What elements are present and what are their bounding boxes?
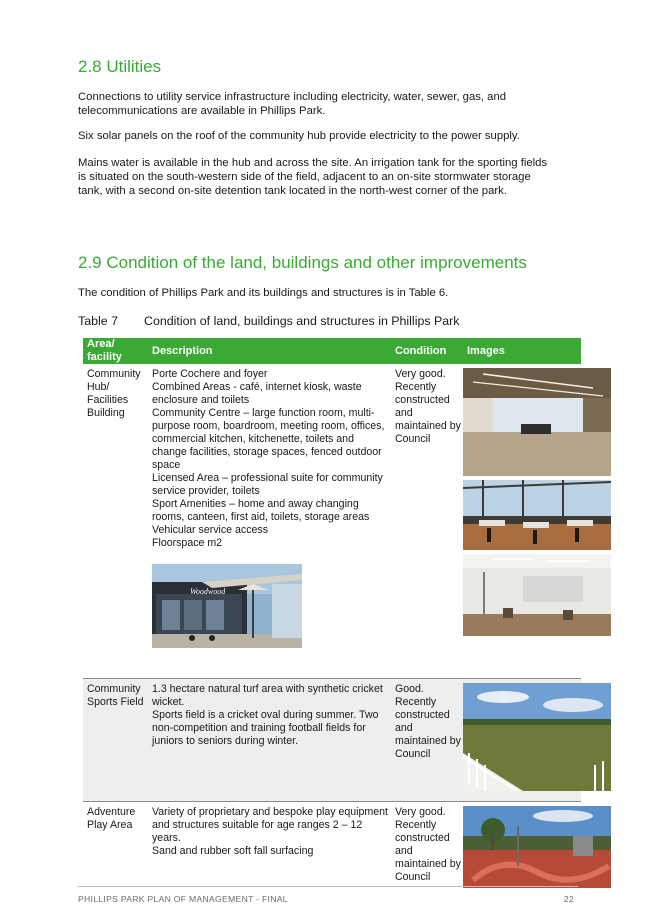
header-description: Description: [148, 338, 391, 364]
utilities-paragraph-3: Mains water is available in the hub and across the site. An irrigation tank for the sporting fields is situated on the south-western side of the field, adjacent to an on-site stormwater storage tank, with a second on-site detention tank located in the north-west corner of the park.: [78, 157, 548, 197]
section-heading-utilities: 2.8 Utilities: [78, 57, 162, 76]
header-images: Images: [463, 338, 581, 364]
hub-function-room-photo: [463, 480, 611, 550]
description-line: Combined Areas - café, internet kiosk, waste enclosure and toilets: [152, 381, 362, 406]
description-line: Community Centre – large function room, multi-purpose room, boardroom, meeting room, offices, commercial kitchen, kitchenette, toilets and change facilities, storage spaces, fenced outdoor space: [152, 407, 385, 471]
cell-condition: Very good. Recently constructed and maintained by Council: [395, 368, 461, 445]
cafe-exterior-photo: [152, 564, 302, 648]
header-condition: Condition: [391, 338, 463, 364]
cell-description: [148, 802, 391, 897]
condition-table: [83, 338, 581, 896]
page-number: 22: [563, 894, 574, 904]
description-line: Vehicular service access: [152, 524, 268, 536]
table-caption-label: Table 7: [78, 314, 118, 328]
footer-divider: [78, 886, 578, 887]
cafe-sign: Woodwood: [190, 587, 226, 596]
table-caption: [78, 314, 459, 328]
cell-area: Adventure Play Area: [83, 802, 148, 897]
cell-condition: Very good. Recently constructed and maintained by Council: [391, 802, 463, 897]
description-line: Sport Amenities – home and away changing rooms, canteen, first aid, toilets, storage areas: [152, 498, 370, 523]
description-line: Porte Cochere and foyer: [152, 368, 268, 380]
hub-meeting-room-photo: [463, 554, 611, 636]
hub-foyer-photo: [463, 368, 611, 476]
page-footer: [78, 894, 578, 904]
cell-images: [463, 802, 581, 897]
cell-description: [148, 364, 391, 679]
play-area-photo: [463, 806, 611, 888]
cell-description: [148, 679, 391, 802]
table-row: [83, 679, 581, 802]
description-line: Variety of proprietary and bespoke play equipment and structures suitable for age ranges 2 – 12 years.: [152, 806, 388, 844]
table-header-row: [83, 338, 581, 364]
section-heading-condition: 2.9 Condition of the land, buildings and other improvements: [78, 253, 527, 272]
description-line: Licensed Area – professional suite for community service provider, toilets: [152, 472, 383, 497]
cell-images: [463, 679, 581, 802]
condition-paragraph: The condition of Phillips Park and its buildings and structures is in Table 6.: [78, 287, 449, 299]
footer-document-title: PHILLIPS PARK PLAN OF MANAGEMENT - FINAL: [78, 894, 288, 904]
description-line: 1.3 hectare natural turf area with synthetic cricket wicket.: [152, 683, 383, 708]
cell-area: Community Sports Field: [83, 679, 148, 802]
table-caption-title: Condition of land, buildings and structures in Phillips Park: [144, 314, 460, 328]
cell-area: Community Hub/ Facilities Building: [87, 368, 141, 419]
utilities-paragraph-2: Six solar panels on the roof of the community hub provide electricity to the power supply.: [78, 130, 520, 142]
header-area: Area/ facility: [83, 338, 148, 364]
description-line: Sand and rubber soft fall surfacing: [152, 845, 314, 857]
cell-images: [463, 364, 581, 679]
description-line: Sports field is a cricket oval during summer. Two non-competition and training football fields for juniors to seniors during winter.: [152, 709, 379, 747]
description-line: Floorspace m2: [152, 537, 223, 549]
cell-condition: Good. Recently constructed and maintained by Council: [391, 679, 463, 802]
sports-field-photo: [463, 683, 611, 791]
utilities-paragraph-1: Connections to utility service infrastructure including electricity, water, sewer, gas, and telecommunications are available in Phillips Park.: [78, 91, 507, 117]
table-row: [83, 364, 581, 679]
table-row: [83, 802, 581, 897]
